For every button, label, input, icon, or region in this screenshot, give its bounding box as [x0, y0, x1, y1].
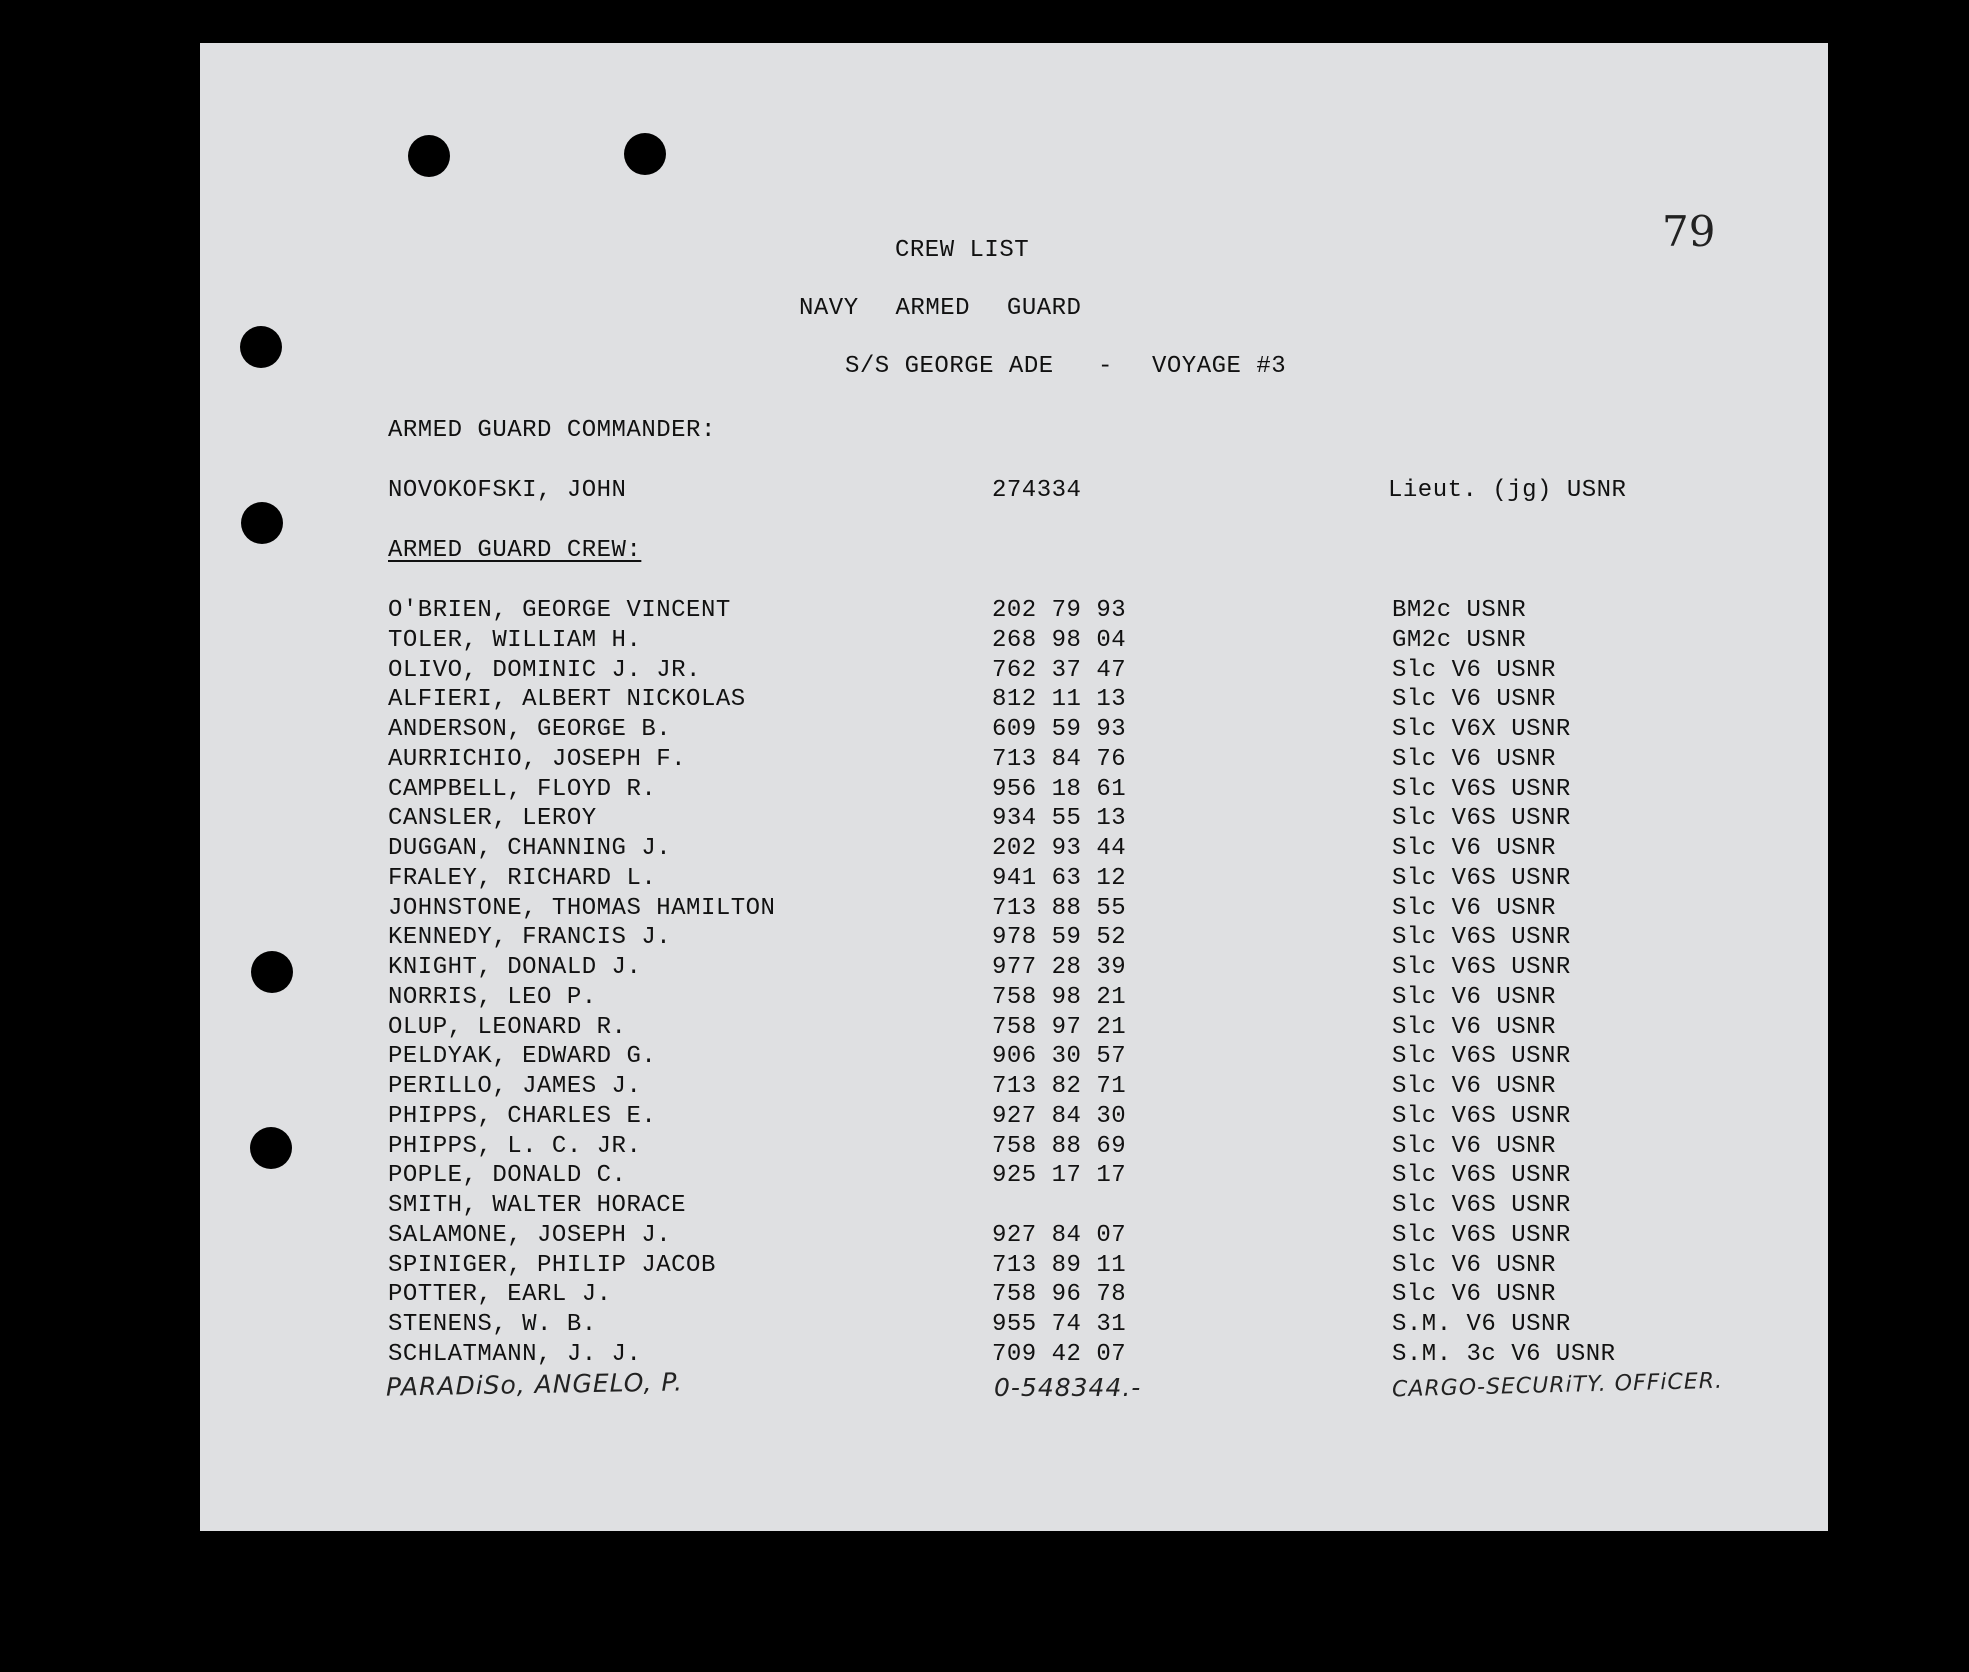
- punch-hole: [240, 326, 282, 368]
- crew-row: [200, 1073, 1828, 1103]
- crew-rating: Slc V6 USNR: [1392, 1251, 1556, 1279]
- crew-name: CAMPBELL, FLOYD R.: [388, 775, 657, 803]
- crew-service-number: 955 74 31: [992, 1311, 1127, 1338]
- handwritten-service-number: 0-548344.-: [994, 1373, 1142, 1402]
- crew-name: FRALEY, RICHARD L.: [388, 864, 657, 892]
- crew-service-number: 906 30 57: [992, 1043, 1127, 1071]
- crew-service-number: 709 42 07: [992, 1340, 1127, 1368]
- ship-name: S/S GEORGE ADE: [845, 353, 1054, 380]
- crew-row: [200, 1103, 1828, 1133]
- crew-row: [200, 984, 1828, 1014]
- crew-row: [200, 746, 1828, 776]
- crew-name: PHIPPS, CHARLES E.: [388, 1102, 657, 1130]
- crew-service-number: 978 59 52: [992, 924, 1127, 952]
- crew-name: PHIPPS, L. C. JR.: [388, 1132, 642, 1160]
- crew-rating: BM2c USNR: [1392, 597, 1527, 624]
- crew-rating: Slc V6 USNR: [1392, 656, 1556, 684]
- crew-row: [200, 627, 1828, 657]
- crew-rating: Slc V6S USNR: [1392, 1162, 1571, 1190]
- crew-name: KNIGHT, DONALD J.: [388, 954, 642, 981]
- document-page: [200, 43, 1828, 1531]
- crew-rating: Slc V6 USNR: [1392, 1281, 1556, 1309]
- handwritten-role: CARGO-SECURiTY. OFFiCER.: [1391, 1368, 1724, 1403]
- crew-name: SALAMONE, JOSEPH J.: [388, 1221, 672, 1249]
- crew-service-number: 956 18 61: [992, 775, 1127, 803]
- crew-service-number: 758 97 21: [992, 1013, 1127, 1041]
- crew-row: [200, 895, 1828, 925]
- commander-service-number: 274334: [992, 477, 1082, 504]
- crew-rating: Slc V6S USNR: [1392, 805, 1571, 833]
- crew-row: [200, 954, 1828, 984]
- crew-row: [200, 1222, 1828, 1252]
- crew-name: SMITH, WALTER HORACE: [388, 1192, 687, 1219]
- crew-row: [200, 1133, 1828, 1163]
- crew-rating: Slc V6S USNR: [1392, 775, 1571, 803]
- crew-name: O'BRIEN, GEORGE VINCENT: [388, 597, 731, 624]
- crew-service-number: 758 88 69: [992, 1132, 1127, 1160]
- crew-row: [200, 924, 1828, 954]
- crew-name: JOHNSTONE, THOMAS HAMILTON: [388, 894, 776, 922]
- crew-service-number: 609 59 93: [992, 716, 1127, 743]
- crew-service-number: 713 82 71: [992, 1073, 1127, 1100]
- commander-heading: ARMED GUARD COMMANDER:: [388, 417, 716, 444]
- crew-service-number: 713 88 55: [992, 894, 1127, 922]
- crew-name: SCHLATMANN, J. J.: [388, 1340, 642, 1368]
- crew-row: [200, 865, 1828, 895]
- crew-rating: Slc V6 USNR: [1392, 983, 1556, 1011]
- crew-rating: Slc V6 USNR: [1392, 686, 1556, 714]
- crew-rating: GM2c USNR: [1392, 626, 1527, 654]
- crew-rating: Slc V6S USNR: [1392, 1043, 1571, 1071]
- document-subtitle: NAVY ARMED GUARD: [799, 295, 1082, 322]
- commander-rank: Lieut. (jg) USNR: [1388, 477, 1627, 504]
- crew-row: [200, 1014, 1828, 1044]
- crew-name: OLUP, LEONARD R.: [388, 1013, 627, 1041]
- document-title: CREW LIST: [895, 237, 1030, 264]
- crew-name: SPINIGER, PHILIP JACOB: [388, 1251, 716, 1279]
- crew-row: [200, 657, 1828, 687]
- crew-rating: Slc V6 USNR: [1392, 835, 1556, 862]
- crew-service-number: 927 84 30: [992, 1102, 1127, 1130]
- crew-name: POTTER, EARL J.: [388, 1281, 612, 1309]
- punch-hole: [241, 502, 283, 544]
- crew-name: POPLE, DONALD C.: [388, 1162, 627, 1190]
- crew-name: NORRIS, LEO P.: [388, 983, 597, 1011]
- crew-service-number: 268 98 04: [992, 626, 1127, 654]
- handwritten-name: PARADiSo, ANGELO, P.: [385, 1367, 684, 1402]
- crew-service-number: 758 96 78: [992, 1281, 1127, 1309]
- crew-row: [200, 1311, 1828, 1341]
- crew-rating: Slc V6S USNR: [1392, 954, 1571, 981]
- crew-name: PERILLO, JAMES J.: [388, 1073, 642, 1100]
- crew-rating: Slc V6 USNR: [1392, 1132, 1556, 1160]
- crew-row: [200, 1281, 1828, 1311]
- crew-rating: Slc V6S USNR: [1392, 924, 1571, 952]
- crew-service-number: 713 84 76: [992, 745, 1127, 773]
- crew-rating: Slc V6S USNR: [1392, 1192, 1571, 1219]
- crew-service-number: 202 79 93: [992, 597, 1127, 624]
- crew-row: [200, 597, 1828, 627]
- crew-service-number: 713 89 11: [992, 1251, 1127, 1279]
- crew-service-number: 812 11 13: [992, 686, 1127, 714]
- crew-service-number: 941 63 12: [992, 864, 1127, 892]
- crew-row: [200, 1341, 1828, 1371]
- crew-service-number: 925 17 17: [992, 1162, 1127, 1190]
- page-number: 79: [1662, 207, 1716, 256]
- crew-name: TOLER, WILLIAM H.: [388, 626, 642, 654]
- crew-service-number: 758 98 21: [992, 983, 1127, 1011]
- punch-hole: [408, 135, 450, 177]
- crew-name: PELDYAK, EDWARD G.: [388, 1043, 657, 1071]
- crew-rating: Slc V6S USNR: [1392, 1102, 1571, 1130]
- crew-name: DUGGAN, CHANNING J.: [388, 835, 672, 862]
- crew-rating: Slc V6 USNR: [1392, 1013, 1556, 1041]
- crew-row: [200, 835, 1828, 865]
- crew-rating: S.M. V6 USNR: [1392, 1311, 1571, 1338]
- crew-service-number: 977 28 39: [992, 954, 1127, 981]
- crew-name: AURRICHIO, JOSEPH F.: [388, 745, 687, 773]
- crew-row: [200, 1192, 1828, 1222]
- crew-service-number: 202 93 44: [992, 835, 1127, 862]
- crew-row: [200, 1252, 1828, 1282]
- crew-rating: Slc V6X USNR: [1392, 716, 1571, 743]
- voyage-number: VOYAGE #3: [1152, 353, 1287, 380]
- crew-service-number: 762 37 47: [992, 656, 1127, 684]
- commander-name: NOVOKOFSKI, JOHN: [388, 477, 627, 504]
- crew-row: [200, 776, 1828, 806]
- crew-rating: Slc V6S USNR: [1392, 1221, 1571, 1249]
- crew-row: [200, 686, 1828, 716]
- crew-row: [200, 1162, 1828, 1192]
- crew-rating: Slc V6S USNR: [1392, 864, 1571, 892]
- crew-name: ANDERSON, GEORGE B.: [388, 716, 672, 743]
- crew-name: KENNEDY, FRANCIS J.: [388, 924, 672, 952]
- crew-service-number: 927 84 07: [992, 1221, 1127, 1249]
- crew-heading: ARMED GUARD CREW:: [388, 537, 642, 564]
- crew-name: ALFIERI, ALBERT NICKOLAS: [388, 686, 746, 714]
- header-dash: -: [1098, 353, 1113, 380]
- crew-rating: Slc V6 USNR: [1392, 1073, 1556, 1100]
- crew-row: [200, 1043, 1828, 1073]
- crew-name: STENENS, W. B.: [388, 1311, 597, 1338]
- crew-rating: Slc V6 USNR: [1392, 894, 1556, 922]
- punch-hole: [624, 133, 666, 175]
- crew-name: CANSLER, LEROY: [388, 805, 597, 833]
- crew-row: [200, 805, 1828, 835]
- crew-name: OLIVO, DOMINIC J. JR.: [388, 656, 701, 684]
- crew-rating: S.M. 3c V6 USNR: [1392, 1340, 1616, 1368]
- crew-service-number: 934 55 13: [992, 805, 1127, 833]
- crew-rating: Slc V6 USNR: [1392, 745, 1556, 773]
- crew-row: [200, 716, 1828, 746]
